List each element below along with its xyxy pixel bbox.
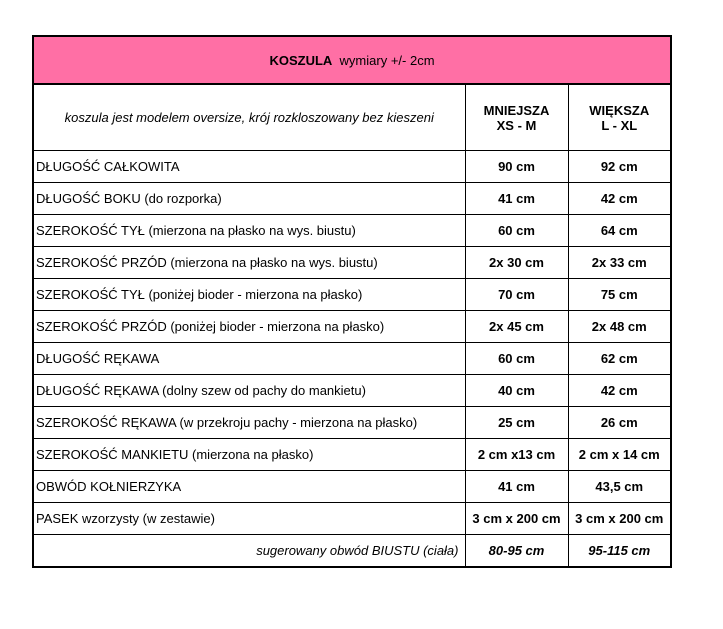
measurement-value-small: 25 cm [465,407,568,439]
column-header-small-range: XS - M [496,117,537,133]
table-row [33,471,671,503]
table-row [33,183,671,215]
measurement-value-small: 2x 30 cm [465,247,568,279]
column-header-large [568,84,671,151]
measurement-value-large: 75 cm [568,279,671,311]
title-row [33,36,671,84]
measurement-value-large: 42 cm [568,375,671,407]
size-table [32,35,672,568]
footer-value-small: 80-95 cm [465,535,568,568]
measurement-value-small: 2x 45 cm [465,311,568,343]
table-row [33,375,671,407]
measurement-value-large: 42 cm [568,183,671,215]
measurement-label: OBWÓD KOŁNIERZYKA [33,471,465,503]
table-row [33,215,671,247]
measurement-label: SZEROKOŚĆ MANKIETU (mierzona na płasko) [33,439,465,471]
table-row [33,503,671,535]
column-header-large-name: WIĘKSZA [589,102,650,118]
measurement-value-large: 2 cm x 14 cm [568,439,671,471]
measurement-value-large: 2x 48 cm [568,311,671,343]
measurement-value-small: 90 cm [465,151,568,183]
measurement-label: SZEROKOŚĆ TYŁ (poniżej bioder - mierzona na płasko) [33,279,465,311]
model-description-text: koszula jest modelem oversize, krój rozkloszowany bez kieszeni [64,110,434,125]
measurement-label: DŁUGOŚĆ BOKU (do rozporka) [33,183,465,215]
measurement-value-large: 26 cm [568,407,671,439]
table-title [33,36,671,84]
measurement-value-small: 2 cm x13 cm [465,439,568,471]
table-row [33,439,671,471]
measurement-value-large: 2x 33 cm [568,247,671,279]
product-name: KOSZULA [269,52,333,68]
column-header-large-range: L - XL [601,117,638,133]
table-row [33,279,671,311]
measurement-value-large: 62 cm [568,343,671,375]
measurement-value-large: 64 cm [568,215,671,247]
table-row [33,343,671,375]
footer-value-large: 95-115 cm [568,535,671,568]
measurement-label: SZEROKOŚĆ TYŁ (mierzona na płasko na wys. biustu) [33,215,465,247]
measurement-value-large: 92 cm [568,151,671,183]
table-row [33,247,671,279]
measurement-label: DŁUGOŚĆ RĘKAWA (dolny szew od pachy do mankietu) [33,375,465,407]
measurement-value-small: 41 cm [465,183,568,215]
measurement-value-small: 3 cm x 200 cm [465,503,568,535]
measurement-value-large: 3 cm x 200 cm [568,503,671,535]
measurement-value-small: 60 cm [465,215,568,247]
measurement-value-small: 70 cm [465,279,568,311]
table-row [33,311,671,343]
footer-row [33,535,671,568]
measurement-label: DŁUGOŚĆ RĘKAWA [33,343,465,375]
measurement-label: DŁUGOŚĆ CAŁKOWITA [33,151,465,183]
measurement-value-small: 41 cm [465,471,568,503]
model-description [33,84,465,151]
measurement-value-small: 40 cm [465,375,568,407]
column-header-small-name: MNIEJSZA [483,102,550,118]
table-row [33,151,671,183]
table-row [33,407,671,439]
measurement-value-large: 43,5 cm [568,471,671,503]
footer-label: sugerowany obwód BIUSTU (ciała) [33,535,465,568]
measurement-label: SZEROKOŚĆ PRZÓD (mierzona na płasko na wys. biustu) [33,247,465,279]
measurement-value-small: 60 cm [465,343,568,375]
measurement-label: SZEROKOŚĆ RĘKAWA (w przekroju pachy - mierzona na płasko) [33,407,465,439]
column-header-small [465,84,568,151]
intro-row [33,84,671,151]
tolerance-note: wymiary +/- 2cm [339,52,435,68]
measurement-label: PASEK wzorzysty (w zestawie) [33,503,465,535]
measurement-label: SZEROKOŚĆ PRZÓD (poniżej bioder - mierzona na płasko) [33,311,465,343]
